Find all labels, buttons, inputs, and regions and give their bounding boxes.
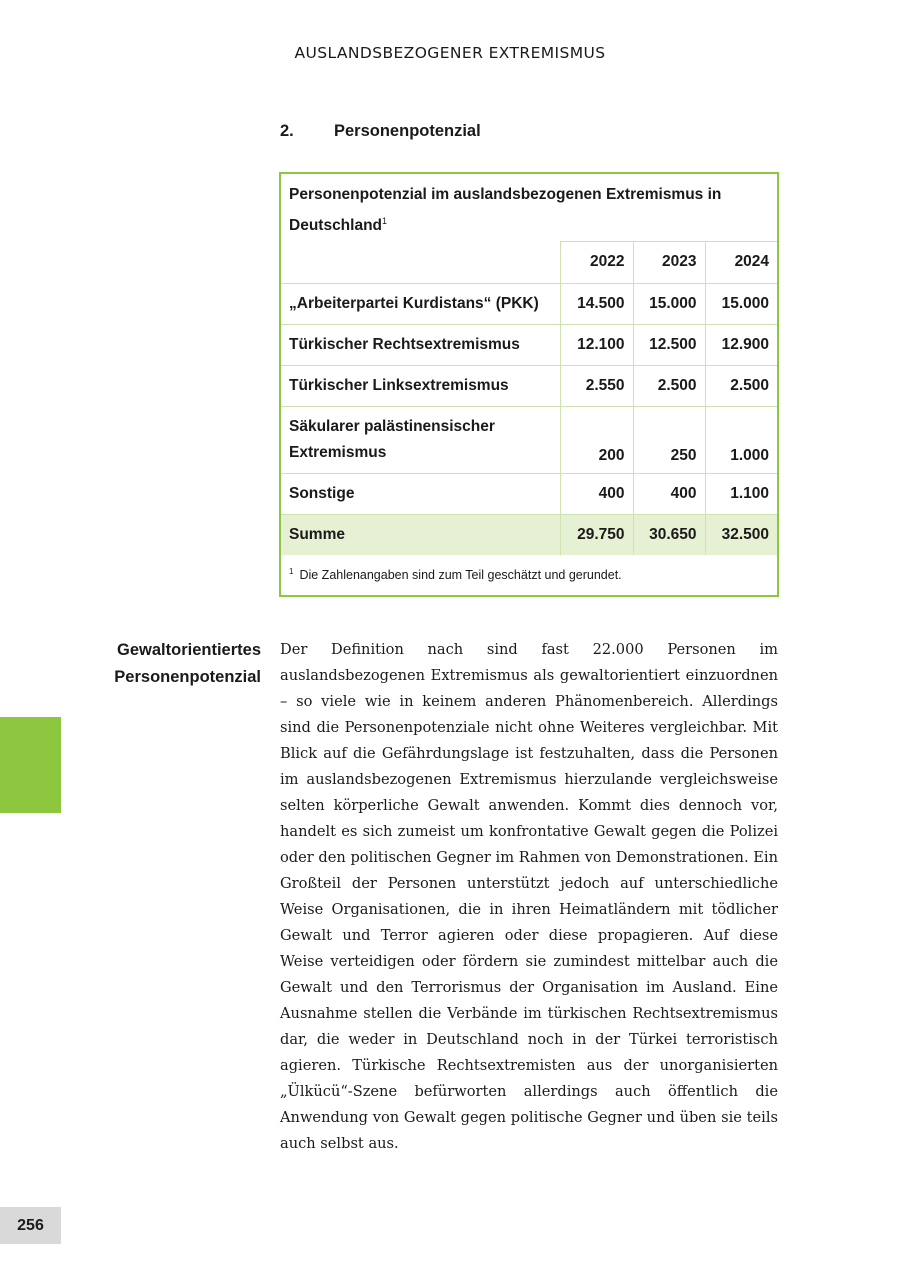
table-caption <box>281 174 777 241</box>
table-row <box>281 283 777 324</box>
personenpotenzial-table-box <box>279 172 779 597</box>
sum-label: Summe <box>281 514 560 555</box>
row-value: 200 <box>560 406 633 473</box>
header-empty-cell <box>281 241 560 283</box>
row-value: 1.100 <box>705 473 777 514</box>
table-caption-text: Personenpotenzial im auslandsbezogenen Extremismus in Deutschland <box>289 186 722 235</box>
row-value: 2.500 <box>633 365 705 406</box>
section-title: Personenpotenzial <box>334 122 481 140</box>
row-value: 400 <box>560 473 633 514</box>
margin-note-line: Personenpotenzial <box>114 668 261 686</box>
margin-note-line: Gewaltorientiertes <box>117 641 261 659</box>
table-sum-row <box>281 514 777 555</box>
sum-value: 29.750 <box>560 514 633 555</box>
row-value: 2.500 <box>705 365 777 406</box>
body-paragraph: Der Definition nach sind fast 22.000 Personen im auslandsbezogenen Extremismus als gewaltorientiert einzuordnen – so viele wie in keinem anderen Phänomenbereich. Allerdings sind die Personenpotenziale nicht ohne Weiteres vergleichbar. Mit Blick auf die Gefährdungslage ist festzuhalten, dass die Personen im auslandsbezogenen Extremismus hierzulande vergleichsweise selten körperliche Gewalt anwenden. Kommt dies dennoch vor, handelt es sich zumeist um konfrontative Gewalt gegen die Polizei oder den politischen Gegner im Rahmen von Demonstrationen. Ein Großteil der Personen unterstützt jedoch auf unterschiedliche Weise Organisationen, die in ihren Heimatländern mit tödlicher Gewalt und Terror agieren oder diese propagieren. Auf diese Weise verteidigen oder fördern sie zumindest mittelbar auch die Gewalt und den Terrorismus der Organisation im Ausland. Eine Ausnahme stellen die Verbände im türkischen Rechtsextremismus dar, die weder in Deutschland noch in der Türkei terroristisch agieren. Türkische Rechtsextremisten aus der unorganisierten „Ülkücü“-Szene befürworten allerdings auch öffentlich die Anwendung von Gewalt gegen politische Gegner und üben sie teils auch selbst aus. <box>280 641 778 1152</box>
row-value: 2.550 <box>560 365 633 406</box>
row-label: Türkischer Rechtsextremismus <box>281 324 560 365</box>
sum-value: 30.650 <box>633 514 705 555</box>
row-label: „Arbeiterpartei Kurdistans“ (PKK) <box>281 283 560 324</box>
row-value: 15.000 <box>633 283 705 324</box>
row-label: Säkularer palästinensischer Extremismus <box>281 406 560 473</box>
year-header: 2022 <box>560 241 633 283</box>
margin-note <box>81 637 261 691</box>
year-header: 2023 <box>633 241 705 283</box>
running-header: AUSLANDSBEZOGENER EXTREMISMUS <box>294 44 606 62</box>
row-label: Türkischer Linksextremismus <box>281 365 560 406</box>
row-value: 250 <box>633 406 705 473</box>
section-number: 2. <box>280 122 294 140</box>
footnote-text: Die Zahlenangaben sind zum Teil geschätzt und gerundet. <box>299 568 622 583</box>
row-label: Sonstige <box>281 473 560 514</box>
caption-footnote-mark: 1 <box>382 216 388 226</box>
row-value: 12.900 <box>705 324 777 365</box>
year-header: 2024 <box>705 241 777 283</box>
row-value: 12.500 <box>633 324 705 365</box>
page-number: 256 <box>0 1207 61 1244</box>
table-header-row <box>281 241 777 283</box>
personenpotenzial-table <box>281 174 777 555</box>
row-value: 14.500 <box>560 283 633 324</box>
table-row <box>281 406 777 473</box>
sum-value: 32.500 <box>705 514 777 555</box>
table-row <box>281 324 777 365</box>
row-value: 12.100 <box>560 324 633 365</box>
table-caption-row <box>281 174 777 241</box>
chapter-color-tab <box>0 717 61 813</box>
section-heading <box>280 122 481 141</box>
row-value: 1.000 <box>705 406 777 473</box>
footnote-mark: 1 <box>289 567 294 576</box>
row-value: 15.000 <box>705 283 777 324</box>
table-row <box>281 473 777 514</box>
table-row <box>281 365 777 406</box>
row-value: 400 <box>633 473 705 514</box>
table-footnote <box>289 567 622 582</box>
